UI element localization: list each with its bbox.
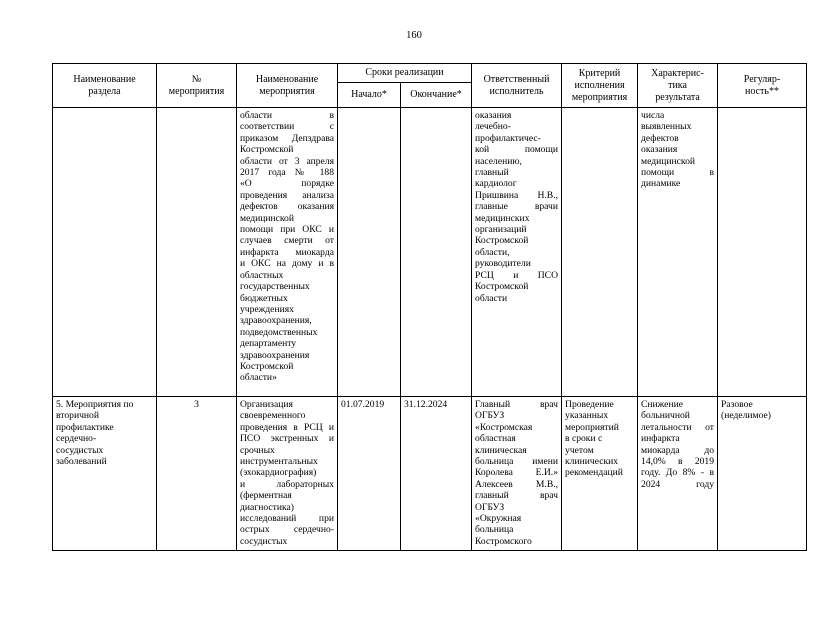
cell-characteristic: Снижение больничной летальности от инфаркта миокарда до 14,0% в 2019 году. До 8% - в 2024 году <box>638 397 718 551</box>
cell-criterion: Проведение указанных мероприятий в сроки с учетом клинических рекомендаций <box>562 397 638 551</box>
header-criterion: Критерий исполнения мероприятия <box>562 64 638 108</box>
cell-start <box>338 108 401 397</box>
cell-section <box>53 108 157 397</box>
header-regularity: Регуляр- ность** <box>718 64 807 108</box>
header-terms: Сроки реализации <box>338 64 472 83</box>
header-characteristic: Характерис- тика результата <box>638 64 718 108</box>
cell-event: области в соответствии с приказом Депздрава Костромской области от 3 апреля 2017 года № 188 «О порядке проведения анализа дефектов оказания медицинской помощи при ОКС и случаев смерти от инфаркта миокарда и ОКС на дому и в областных государственных бюджетных учреждениях здравоохранения, подведомственных департаменту здравоохранения Костромской области» <box>237 108 338 397</box>
cell-end: 31.12.2024 <box>401 397 472 551</box>
cell-start: 01.07.2019 <box>338 397 401 551</box>
header-start: Начало* <box>338 83 401 108</box>
header-end: Окончание* <box>401 83 472 108</box>
events-table <box>52 63 807 551</box>
table-header <box>53 64 807 108</box>
cell-number: 3 <box>157 397 237 551</box>
cell-section: 5. Мероприятия по вторичной профилактике сердечно- сосудистых заболеваний <box>53 397 157 551</box>
cell-regularity: Разовое (неделимое) <box>718 397 807 551</box>
cell-regularity <box>718 108 807 397</box>
cell-responsible: Главный врач ОГБУЗ «Костромская областная клиническая больница имени Королева Е.И.» Алексеев М.В., главный врач ОГБУЗ «Окружная больница Костромского <box>472 397 562 551</box>
cell-event: Организация своевременного проведения в РСЦ и ПСО экстренных и срочных инструментальных (эхокардиография) и лабораторных (ферментная диагностика) исследований при острых сердечно- сосудистых <box>237 397 338 551</box>
page-number: 160 <box>406 30 422 41</box>
header-event: Наименование мероприятия <box>237 64 338 108</box>
cell-number <box>157 108 237 397</box>
cell-characteristic: числа выявленных дефектов оказания медицинской помощи в динамике <box>638 108 718 397</box>
table-row <box>53 108 807 397</box>
cell-responsible: оказания лечебно- профилактичес- кой помощи населению, главный кардиолог Пришвина Н.В., главные врачи медицинских организаций Костромской области, руководители РСЦ и ПСО Костромской области <box>472 108 562 397</box>
table-row <box>53 397 807 551</box>
cell-criterion <box>562 108 638 397</box>
header-number: № мероприятия <box>157 64 237 108</box>
header-section: Наименование раздела <box>53 64 157 108</box>
header-responsible: Ответственный исполнитель <box>472 64 562 108</box>
cell-end <box>401 108 472 397</box>
